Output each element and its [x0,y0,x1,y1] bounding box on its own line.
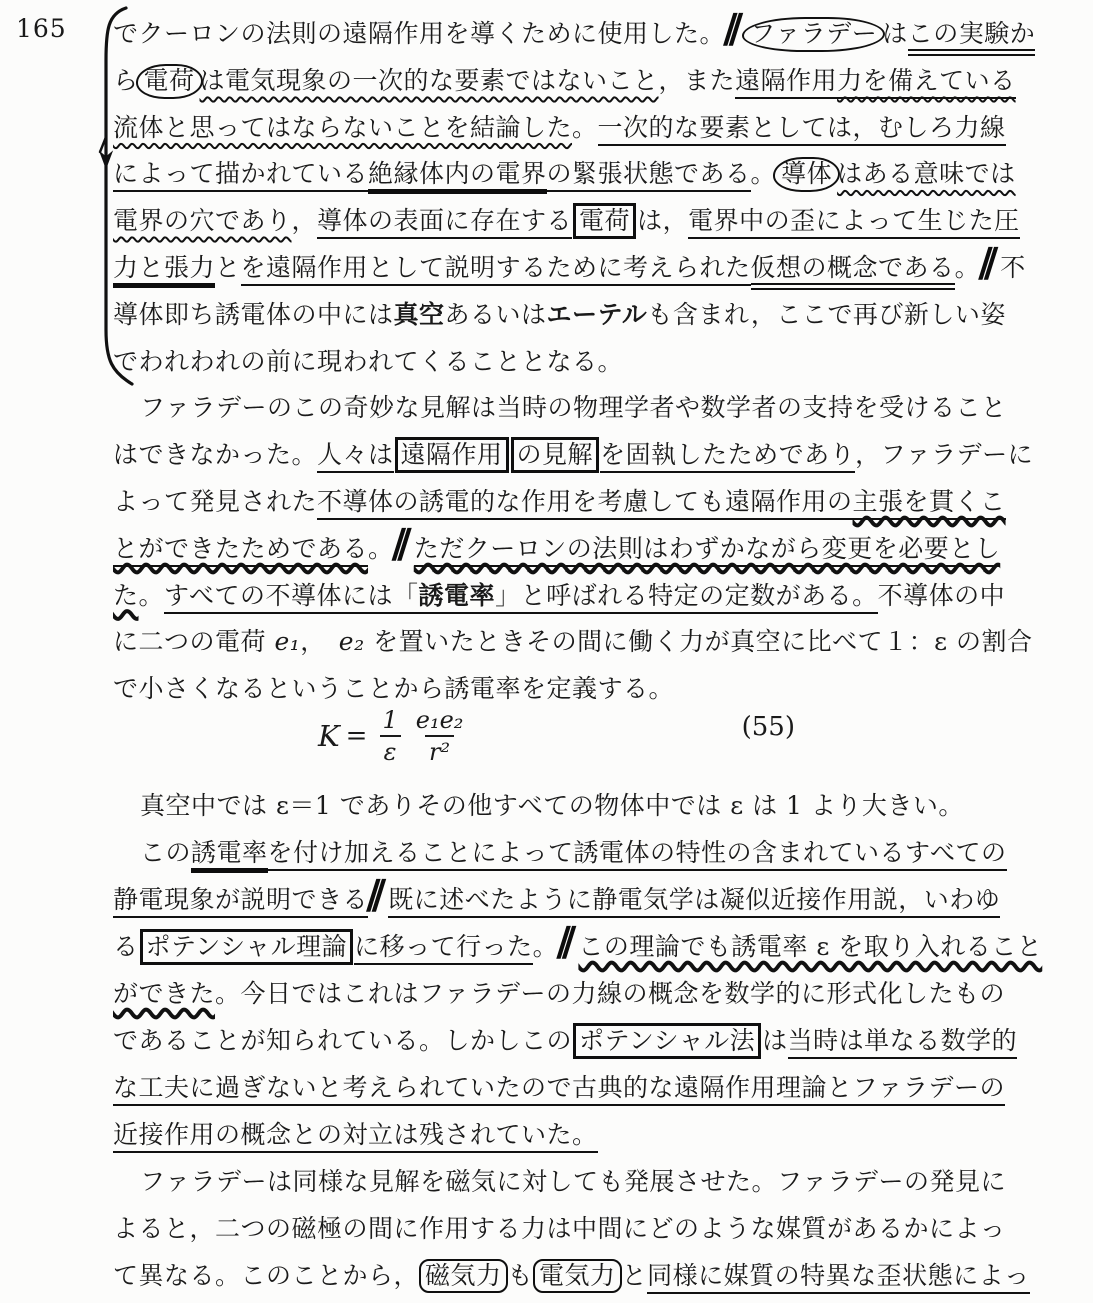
text-line [113,6,1036,61]
text-line [113,342,1013,389]
text-segment: ，また [658,65,736,95]
text-segment: に移って行った [354,932,533,965]
text-line [113,622,1033,669]
text-segment: と [215,253,241,282]
text-segment: によって描かれている [113,159,368,192]
text-segment: でわれわれの前に現われてくることとなる。 [113,346,624,376]
text-segment: は [882,19,908,48]
text-segment: ができた [113,979,216,1008]
text-segment: 電界中の歪によって生じた圧 [688,206,1020,239]
text-line [113,295,1013,342]
text-segment: 。 [572,112,598,142]
text-segment: 力を備えている [837,66,1016,99]
text-line [113,154,1016,201]
text-segment: 。今日ではこれはファラデーの力線の概念を数学的に形式化したもの [215,979,1006,1008]
text-segment: 仮想の概念である [751,253,955,290]
text-segment: 主張を貫くこ [853,487,1006,520]
text-segment: と [621,1261,648,1290]
text-segment: 誘電率 [191,838,268,873]
text-line [113,1162,1040,1209]
text-segment: 真空 [393,299,445,329]
text-segment: を遠隔作用として説明するために考えられた [241,253,751,286]
text-line [113,1115,1013,1162]
text-segment: で小さくなるということから誘電率を定義する。 [113,674,675,704]
page-number: 165 [16,14,67,43]
text-segment: 絶縁体内の電界 [368,159,547,194]
equals-sign: = [345,721,368,751]
text-segment: を置いたときその間に働く力が真空に比べて１：ε の割合 [364,627,1033,657]
text-segment: はできなかった。 [113,440,318,470]
text-segment: 。 [750,159,777,189]
boxed-term: ポテンシャル法 [573,1023,761,1059]
text-segment: e₂ [338,627,365,657]
text-segment: を固執したためであり [600,440,855,473]
text-segment: よって発見された [113,487,318,516]
text-line [113,1021,1018,1068]
text-segment: 不 [1000,253,1026,282]
text-line [113,388,1040,435]
fraction-one-over-epsilon: $\frac{1}{\varepsilon}$ [378,705,401,767]
text-segment: は， [637,206,689,236]
fraction-e1e2-over-r2: $\frac{\text{e₁e₂}}{\text{r²}}$ [415,706,464,766]
boxed-term: 電荷 [573,203,636,239]
text-segment: 誘電率 [419,581,496,614]
text-line [113,974,1013,1021]
text-segment: エーテル [546,299,648,329]
text-segment: 一次的な要素としては，むしろ力線 [598,113,1006,146]
text-segment: 既に述べたように静電気学は凝似近接作用説，いわゆ [388,885,1000,918]
equation-number: (55) [741,712,795,742]
text-segment: 静電現象が説明できる [113,885,368,918]
text-line [113,240,1026,295]
text-line [113,919,1043,974]
text-segment: る [113,932,139,961]
text-segment: この実験か [908,19,1036,56]
text-segment: この理論でも誘電率 ε を取り入れること [578,932,1043,961]
text-segment: 。 [532,932,559,961]
text-segment: ただクーロンの法則はわずかながら変更を必要とし [414,534,1001,567]
equation-lhs: K [318,719,340,753]
circled-term: ファラデー [742,17,885,52]
text-line [113,576,1013,623]
text-line [113,61,1016,108]
text-segment: はある意味では [837,159,1016,189]
text-segment: ， [300,627,339,657]
text-line [113,201,1020,248]
text-line [113,435,1034,482]
text-line [113,786,1040,833]
text-segment: ファラデーのこの奇妙な見解は当時の物理学者や数学者の支持を受けること [140,393,1007,423]
text-segment: 電界の穴であり [113,206,292,236]
text-segment: も [507,1261,534,1290]
text-segment: 力と張力 [113,253,215,288]
text-segment: 導体即ち誘電体の中には [113,299,394,329]
text-segment: 流体と思ってはならないことを結論した [113,112,573,142]
text-segment: 導体の表面に存在する [317,206,572,239]
boxed-term: ポテンシャル理論 [140,929,354,965]
text-segment: 不導体の誘電的な作用を考慮しても遠隔作用の [317,487,853,520]
text-segment: 。 [368,533,394,563]
text-line [113,1209,1013,1256]
circled-term: 導体 [773,157,840,192]
text-segment: は [762,1026,788,1055]
slash-mark-icon: ∕∕ [391,520,403,567]
text-segment: であることが知られている。しかしこの [113,1026,573,1055]
text-segment: 。 [954,253,981,282]
boxed-term: 電気力 [533,1259,622,1293]
text-segment: でクーロンの法則の遠隔作用を導くために使用した。 [113,19,726,48]
text-segment: 当時は単なる数学的 [788,1026,1018,1059]
text-segment: を付け加えることによって誘電体の特性の含まれているすべての [268,838,1007,871]
text-line [113,482,1013,529]
slash-mark-icon: ∕∕ [556,919,568,965]
text-segment: あるいは [444,299,547,329]
boxed-term: の見解 [511,437,600,473]
text-segment: の緊張状態である [547,159,751,192]
text-segment: も含まれ，ここで再び新しい姿 [647,299,1006,329]
text-segment: ら [113,65,139,95]
text-segment: この [140,838,192,867]
text-segment: ファラデーは同様な見解を磁気に対しても発展させた。ファラデーの発見に [140,1167,1007,1196]
text-segment: 遠隔作用 [735,66,837,99]
text-segment: 真空中では ε＝1 でありその他すべての物体中では ε は 1 より大きい。 [140,791,964,820]
text-segment: すべての不導体には「 [164,581,419,614]
slash-mark-icon: ∕∕ [723,6,735,52]
equation-55 [318,694,1018,778]
text-line [113,1068,1013,1115]
text-line [113,1256,1030,1303]
boxed-term: 遠隔作用 [395,437,509,473]
text-segment: 人々は [317,440,394,473]
slash-mark-icon: ∕∕ [978,240,990,286]
text-segment: た [113,580,139,610]
text-segment: 」と呼ばれる特定の定数がある。 [495,581,878,614]
text-segment: は電気現象の一次的な要素ではないこと [199,65,659,95]
slash-mark-icon: ∕∕ [366,872,378,918]
text-segment: ， [291,206,318,236]
circled-term: 電荷 [136,64,203,99]
text-segment: ，ファラデーに [855,440,1034,470]
text-segment: て異なる。このことから， [113,1261,420,1290]
text-segment: 不導体の中 [877,580,1006,610]
text-segment: な工夫に過ぎないと考えられていたので古典的な遠隔作用理論とファラデーの [113,1073,1005,1106]
text-line [113,108,1013,155]
boxed-term: 磁気力 [419,1259,508,1293]
text-segment: 同様に媒質の特異な歪状態によっ [647,1261,1030,1294]
text-segment: e₁ [274,627,301,657]
text-segment: 。 [138,580,165,610]
text-segment: とができたためである [113,534,368,567]
text-line [113,833,1040,880]
text-segment: に二つの電荷 [113,627,275,657]
text-segment: 近接作用の概念との対立は残されていた。 [113,1120,598,1153]
text-segment: よると，二つの磁極の間に作用する力は中間にどのような媒質があるかによっ [113,1214,1006,1243]
text-line [113,520,1013,576]
